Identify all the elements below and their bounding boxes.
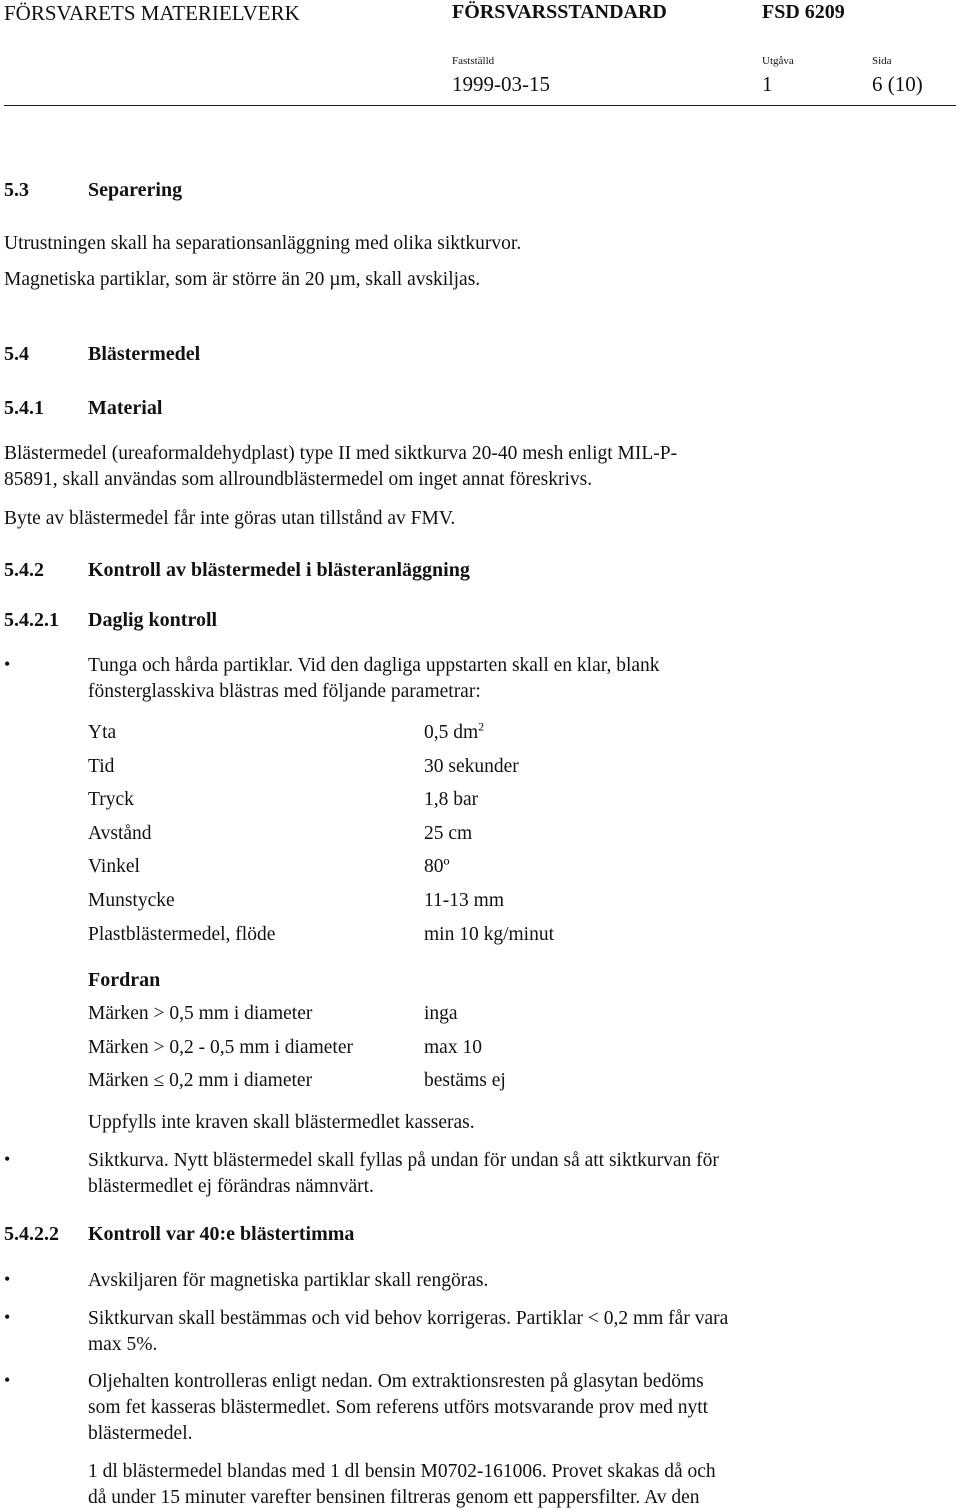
param-value: 80º — [424, 856, 450, 877]
bullet-line: blästermedel. — [88, 1423, 193, 1444]
paragraph-line: 1 dl blästermedel blandas med 1 dl bensin M0702-161006. Provet skakas då och — [88, 1461, 716, 1482]
bullet: • — [4, 654, 11, 674]
header-doc-id: FSD 6209 — [762, 1, 845, 23]
param-label: Munstycke — [88, 890, 175, 911]
req-label: Märken > 0,2 - 0,5 mm i diameter — [88, 1037, 353, 1058]
section-number: 5.4.2 — [4, 559, 44, 581]
section-number: 5.4.2.1 — [4, 609, 59, 631]
req-label: Märken > 0,5 mm i diameter — [88, 1003, 313, 1024]
param-value: 11-13 mm — [424, 890, 504, 911]
header-page: 6 (10) — [872, 72, 923, 96]
bullet: • — [4, 1269, 11, 1289]
bullet-line: Siktkurva. Nytt blästermedel skall fyllas på undan för undan så att siktkurvan för — [88, 1150, 719, 1171]
param-value: 1,8 bar — [424, 789, 479, 810]
req-value: inga — [424, 1003, 458, 1024]
paragraph-line: Blästermedel (ureaformaldehydplast) type II med siktkurva 20-40 mesh enligt MIL-P- — [4, 443, 678, 464]
bullet-line: Tunga och hårda partiklar. Vid den dagliga uppstarten skall en klar, blank — [88, 655, 660, 676]
req-value: bestäms ej — [424, 1070, 506, 1091]
bullet-line: fönsterglasskiva blästras med följande parametrar: — [88, 681, 481, 702]
paragraph-line: 85891, skall användas som allroundblästermedel om inget annat föreskrivs. — [4, 469, 593, 490]
bullet-line: Avskiljaren för magnetiska partiklar skall rengöras. — [88, 1270, 489, 1291]
label-edition: Utgåva — [762, 55, 794, 67]
bullet-line: som fet kasseras blästermedlet. Som referens utförs motsvarande prov med nytt — [88, 1397, 709, 1418]
bullet: • — [4, 1370, 11, 1390]
header-org: FÖRSVARETS MATERIELVERK — [4, 1, 300, 25]
requirements-title: Fordran — [88, 969, 161, 991]
param-value: 30 sekunder — [424, 756, 519, 777]
bullet-line: Siktkurvan skall bestämmas och vid behov korrigeras. Partiklar < 0,2 mm får vara — [88, 1308, 729, 1329]
section-title: Kontroll av blästermedel i blästeranläggning — [88, 559, 470, 581]
section-number: 5.3 — [4, 179, 29, 201]
header-date: 1999-03-15 — [452, 72, 550, 96]
bullet-line: Oljehalten kontrolleras enligt nedan. Om extraktionsresten på glasytan bedöms — [88, 1371, 704, 1392]
section-title: Material — [88, 397, 163, 419]
param-label: Avstånd — [88, 823, 152, 844]
param-superscript: 2 — [478, 719, 485, 734]
section-number: 5.4.1 — [4, 397, 44, 419]
param-value: 25 cm — [424, 823, 473, 844]
paragraph: Uppfylls inte kraven skall blästermedlet kasseras. — [88, 1112, 475, 1133]
req-label: Märken ≤ 0,2 mm i diameter — [88, 1070, 313, 1091]
section-number: 5.4.2.2 — [4, 1223, 59, 1245]
req-value: max 10 — [424, 1037, 482, 1058]
section-title: Blästermedel — [88, 343, 201, 365]
bullet: • — [4, 1149, 11, 1169]
header-doc-type: FÖRSVARSSTANDARD — [452, 1, 667, 23]
param-label: Plastblästermedel, flöde — [88, 924, 276, 945]
bullet: • — [4, 1307, 11, 1327]
param-label: Vinkel — [88, 856, 140, 877]
param-label: Tryck — [88, 789, 134, 810]
header-edition: 1 — [762, 72, 773, 96]
header-rule — [4, 105, 956, 106]
bullet-line: max 5%. — [88, 1334, 158, 1355]
bullet-line: blästermedlet ej förändras nämnvärt. — [88, 1176, 374, 1197]
label-page: Sida — [872, 55, 892, 67]
paragraph-line: då under 15 minuter varefter bensinen filtreras genom ett pappersfilter. Av den — [88, 1487, 700, 1508]
paragraph: Utrustningen skall ha separationsanläggning med olika siktkurvor. — [4, 233, 522, 254]
section-title: Separering — [88, 179, 183, 201]
param-value: min 10 kg/minut — [424, 924, 555, 945]
param-value: 0,5 $dm^2$ — [424, 719, 485, 743]
param-label: Tid — [88, 756, 115, 777]
paragraph: Magnetiska partiklar, som är större än 20 µm, skall avskiljas. — [4, 269, 481, 290]
section-title: Daglig kontroll — [88, 609, 218, 631]
section-title: Kontroll var 40:e blästertimma — [88, 1223, 355, 1245]
paragraph: Byte av blästermedel får inte göras utan tillstånd av FMV. — [4, 508, 456, 529]
param-label: Yta — [88, 722, 117, 743]
section-number: 5.4 — [4, 343, 29, 365]
label-established: Fastställd — [452, 55, 495, 67]
